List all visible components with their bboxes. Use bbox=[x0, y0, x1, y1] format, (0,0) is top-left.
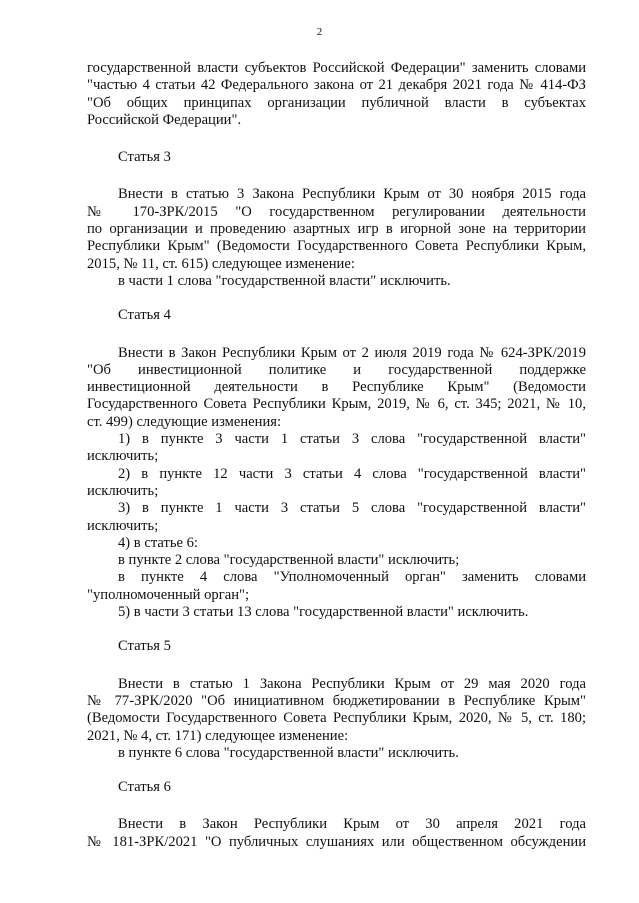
text-line: № 170-ЗРК/2015 "О государственном регулировании деятельности bbox=[87, 203, 586, 220]
article-4-heading: Статья 4 bbox=[118, 307, 171, 324]
text-line: 3) в пункте 1 части 3 статьи 5 слова "государственной власти" bbox=[118, 500, 586, 517]
text-line: 4) в статье 6: bbox=[118, 534, 198, 551]
text-line: "Об инвестиционной политике и государственной поддержке bbox=[87, 361, 586, 378]
text-line: исключить; bbox=[87, 448, 159, 465]
text-line: "Об общих принципах организации публичной власти в субъектах bbox=[87, 94, 586, 111]
text-line: 5) в части 3 статьи 13 слова "государственной власти" исключить. bbox=[118, 604, 529, 621]
text-line: по организации и проведению азартных игр в игорной зоне на территории bbox=[87, 221, 586, 238]
article-6-heading: Статья 6 bbox=[118, 779, 171, 796]
text-line: Внести в статью 3 Закона Республики Крым от 30 ноября 2015 года bbox=[118, 186, 586, 203]
text-line: в пункте 2 слова "государственной власти" исключить; bbox=[118, 552, 460, 569]
text-line: Российской Федерации". bbox=[87, 111, 242, 128]
text-line: Внести в статью 1 Закона Республики Крым от 29 мая 2020 года bbox=[118, 675, 586, 692]
text-line: (Ведомости Государственного Совета Республики Крым, 2020, № 5, ст. 180; bbox=[87, 710, 586, 727]
document-body bbox=[87, 60, 586, 851]
text-line: 1) в пункте 3 части 1 статьи 3 слова "государственной власти" bbox=[118, 431, 586, 448]
text-line: в части 1 слова "государственной власти" исключить. bbox=[118, 272, 451, 289]
text-line: Республики Крым" (Ведомости Государственного Совета Республики Крым, bbox=[87, 238, 586, 255]
text-line: "частью 4 статьи 42 Федерального закона от 21 декабря 2021 года № 414-ФЗ bbox=[87, 77, 586, 94]
text-line: 2021, № 4, ст. 171) следующее изменение: bbox=[87, 727, 349, 744]
text-line: исключить; bbox=[87, 517, 159, 534]
text-line: Государственного Совета Республики Крым, 2019, № 6, ст. 345; 2021, № 10, bbox=[87, 396, 586, 413]
text-line: "уполномоченный орган"; bbox=[87, 586, 250, 603]
text-line: исключить; bbox=[87, 482, 159, 499]
text-line: № 77-ЗРК/2020 "Об инициативном бюджетировании в Республике Крым" bbox=[87, 692, 586, 709]
article-5-heading: Статья 5 bbox=[118, 638, 171, 655]
text-line: Внести в Закон Республики Крым от 30 апреля 2021 года bbox=[118, 816, 586, 833]
page-number: 2 bbox=[316, 26, 323, 38]
text-line: в пункте 6 слова "государственной власти" исключить. bbox=[118, 744, 459, 761]
article-3-heading: Статья 3 bbox=[118, 149, 171, 166]
text-line: 2) в пункте 12 части 3 статьи 4 слова "государственной власти" bbox=[118, 465, 586, 482]
text-line: Внести в Закон Республики Крым от 2 июля 2019 года № 624-ЗРК/2019 bbox=[118, 344, 586, 361]
text-line: ст. 499) следующие изменения: bbox=[87, 413, 282, 430]
text-line: 2015, № 11, ст. 615) следующее изменение: bbox=[87, 255, 355, 272]
text-line: инвестиционной деятельности в Республике Крым" (Ведомости bbox=[87, 379, 586, 396]
text-line: в пункте 4 слова "Уполномоченный орган" заменить словами bbox=[118, 569, 586, 586]
text-line: государственной власти субъектов Российской Федерации" заменить словами bbox=[87, 60, 586, 76]
text-line: № 181-ЗРК/2021 "О публичных слушаниях или общественном обсуждении bbox=[87, 833, 586, 850]
